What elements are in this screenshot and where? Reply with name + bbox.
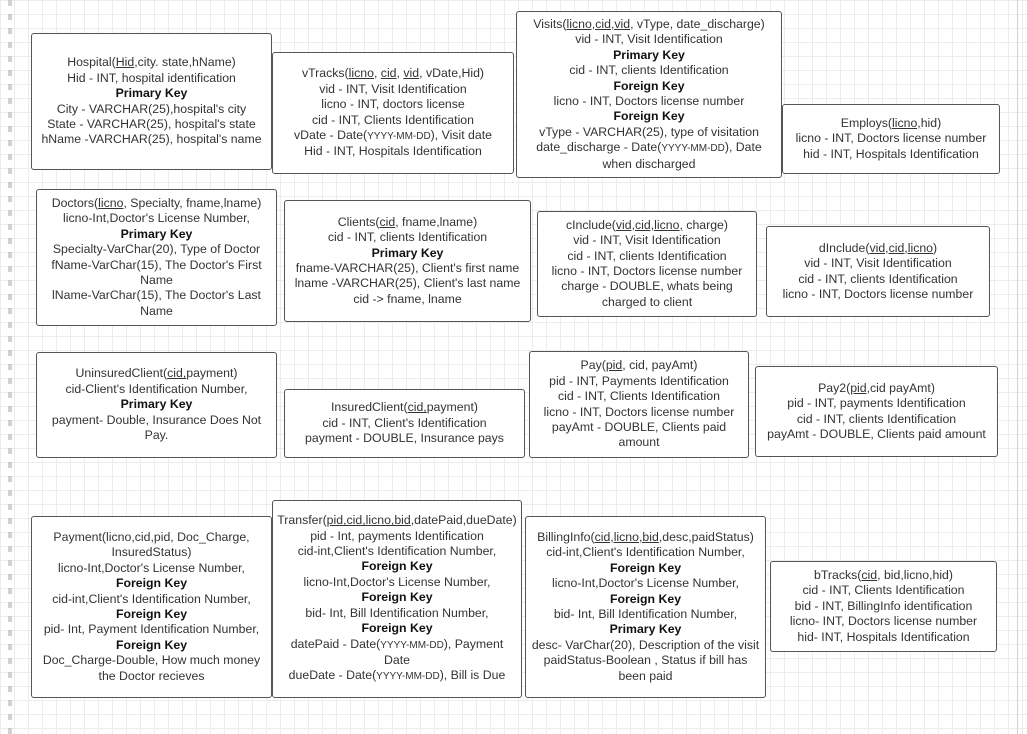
column-definition: licno-Int,Doctor's License Number, <box>58 560 245 575</box>
key-label: Foreign Key <box>361 590 433 605</box>
title-text: vTracks( <box>301 66 349 81</box>
title-text: cInclude( <box>565 217 616 232</box>
title-text: ) <box>933 240 938 255</box>
key-columns: vid <box>403 66 420 81</box>
column-definition: City - VARCHAR(25),hospital's city <box>56 101 247 116</box>
column-definition: pid - INT, Payments Identification <box>549 373 729 388</box>
date-format-hint: YYYY-MM-DD <box>367 130 431 142</box>
column-definition: date_discharge - Date(YYYY-MM-DD), Date when discharged <box>536 140 762 171</box>
column-definition: licno - INT, Doctors license number <box>782 286 974 301</box>
key-columns: pid <box>605 358 623 373</box>
column-definition: vid - INT, Visit Identification <box>319 81 467 96</box>
column-definition: bid- Int, Bill Identification Number, <box>553 607 738 621</box>
column-definition: charge - DOUBLE, whats being charged to client <box>561 279 733 309</box>
title-text: ,datePaid,dueDate) <box>410 513 517 528</box>
column-definition: cid - INT, clients Identification <box>569 63 729 78</box>
column-definition: licno-Int,Doctor's License Number, <box>303 574 491 589</box>
column-definition: payment- Double, Insurance Does Not Pay. <box>51 412 262 443</box>
table-title <box>775 568 992 583</box>
key-columns: cid,licno,bid <box>594 529 659 544</box>
uninsuredclient-table[interactable] <box>36 352 277 458</box>
title-text: Doctors( <box>51 195 99 210</box>
column-definition: hid - INT, Hospitals Identification <box>803 146 979 161</box>
column-definition: datePaid - Date(YYYY-MM-DD), Payment Date <box>290 636 504 667</box>
table-title <box>760 381 993 396</box>
column-definition: cid - INT, Clients Identification <box>312 112 474 127</box>
column-definition: lname -VARCHAR(25), Client's last name <box>294 276 521 291</box>
column-definition: licno- INT, Doctors license number <box>789 614 978 629</box>
key-label: Primary Key <box>115 86 188 101</box>
title-text: Pay( <box>580 358 606 373</box>
column-definition: cid - INT, clients Identification <box>798 271 958 286</box>
column-definition: pid - Int, payments Identification <box>310 528 484 543</box>
title-text: Hospital( <box>67 55 116 70</box>
title-text: dInclude( <box>818 240 870 255</box>
title-text: Employs( <box>840 115 892 130</box>
column-definition: vDate - Date(YYYY-MM-DD), Visit date <box>294 127 492 142</box>
column-definition: cid-Client's Identification Number, <box>65 381 248 396</box>
employs-table[interactable] <box>782 104 1000 174</box>
title-text: payment) <box>426 400 478 415</box>
column-definition: payment - DOUBLE, Insurance pays <box>305 431 504 446</box>
key-label: Primary Key <box>613 47 685 62</box>
date-format-hint: YYYY-MM-DD <box>661 143 725 155</box>
insuredclient-table[interactable] <box>284 389 525 458</box>
canvas-edge <box>1017 0 1018 734</box>
key-columns: cid <box>380 66 397 81</box>
title-text: , cid, payAmt) <box>622 358 698 373</box>
key-columns: cid <box>379 214 396 229</box>
key-columns: Hid <box>115 55 135 70</box>
title-text: cid payAmt) <box>870 380 935 395</box>
table-title <box>36 55 267 70</box>
key-columns: cid, <box>407 400 427 415</box>
doctors-table[interactable] <box>36 189 277 326</box>
key-columns: licno,cid,vid <box>566 16 631 31</box>
column-definition: licno-Int,Doctor's License Number, <box>552 576 739 591</box>
key-label: Foreign Key <box>115 607 188 621</box>
table-title <box>41 366 272 381</box>
pay-table[interactable] <box>529 351 749 458</box>
title-text: ,desc,paidStatus) <box>658 529 754 544</box>
column-definition: cid - INT, clients Identification <box>567 248 727 263</box>
column-definition: cid-int,Client's Identification Number, <box>546 545 745 560</box>
key-label: Foreign Key <box>613 78 685 93</box>
transfer-table[interactable] <box>272 500 522 698</box>
column-definition: licno - INT, Doctors license number <box>553 94 745 108</box>
title-text: , vDate,Hid) <box>419 66 485 81</box>
key-columns: pid,cid,licno,bid <box>326 513 411 528</box>
title-text: , vType, date_discharge) <box>630 16 765 31</box>
key-label: Primary Key <box>609 622 682 637</box>
key-columns: vid,cid,licno <box>869 240 934 255</box>
column-definition: vid - INT, Visit Identification <box>804 256 952 271</box>
title-text: Payment(licno,cid,pid, Doc_Charge, InsuredStatus) <box>53 529 250 560</box>
key-label: Primary Key <box>120 226 193 241</box>
visits-table[interactable] <box>516 11 782 178</box>
table-title <box>277 66 509 81</box>
column-definition: licno - INT, doctors license <box>321 97 465 112</box>
key-label: Primary Key <box>120 397 193 412</box>
column-definition: dueDate - Date(YYYY-MM-DD), Bill is Due <box>288 668 506 683</box>
title-text: , <box>373 66 381 81</box>
column-definition: cid - INT, Client's Identification <box>322 415 487 430</box>
column-definition: hid- INT, Hospitals Identification <box>797 629 970 644</box>
table-title <box>289 400 520 415</box>
title-text: , Specialty, fname,lname) <box>123 195 262 210</box>
key-columns: licno, <box>892 115 921 130</box>
table-title <box>771 241 985 256</box>
cinclude-table[interactable] <box>537 211 757 317</box>
column-definition: paidStatus-Boolean , Status if bill has been paid <box>543 653 748 683</box>
column-definition: licno-Int,Doctor's License Number, <box>63 211 250 226</box>
column-definition: vid - INT, Visit Identification <box>575 32 723 47</box>
billinginfo-table[interactable] <box>525 516 766 698</box>
title-text: charge) <box>682 217 728 232</box>
title-text: BillingInfo( <box>537 529 595 544</box>
column-definition: cid-int,Client's Identification Number, <box>297 544 497 559</box>
table-title <box>521 17 777 32</box>
column-definition: cid -> fname, lname <box>353 291 462 306</box>
table-title <box>277 513 517 528</box>
column-definition: vType - VARCHAR(25), type of visitation <box>539 124 759 139</box>
column-definition: pid - INT, payments Identification <box>787 396 966 411</box>
column-definition: Hid - INT, hospital identification <box>67 70 236 85</box>
key-label: Foreign Key <box>609 560 682 575</box>
column-definition: licno - INT, Doctors license number <box>795 131 987 146</box>
key-columns: vid,cid,licno, <box>615 217 683 232</box>
title-text: , <box>396 66 404 81</box>
column-definition: cid-int,Client's Identification Number, <box>52 591 251 606</box>
column-definition: bid - INT, BillingInfo identification <box>794 598 973 613</box>
column-definition: Doc_Charge-Double, How much money the Doctor recieves <box>42 653 261 683</box>
title-text: , bid,licno,hid) <box>877 567 953 582</box>
clients-table[interactable] <box>284 200 531 322</box>
key-columns: licno <box>98 195 124 210</box>
date-format-hint: YYYY-MM-DD <box>380 639 444 651</box>
column-definition: Specialty-VarChar(20), Type of Doctor <box>52 242 261 257</box>
column-definition: payAmt - DOUBLE, Clients paid amount <box>767 426 986 441</box>
title-text: , fname,lname) <box>395 214 478 229</box>
title-text: Clients( <box>337 214 380 229</box>
date-format-hint: YYYY-MM-DD <box>376 671 440 683</box>
column-definition: cid - INT, Clients Identification <box>802 583 965 598</box>
payment-table[interactable] <box>31 516 272 698</box>
column-definition: hName -VARCHAR(25), hospital's name <box>41 132 262 147</box>
column-definition: State - VARCHAR(25), hospital's state <box>47 116 256 131</box>
key-columns: cid, <box>167 366 187 381</box>
table-title <box>542 218 752 233</box>
column-definition: payAmt - DOUBLE, Clients paid amount <box>551 419 727 450</box>
pay2-table[interactable] <box>755 366 998 457</box>
key-label: Primary Key <box>371 245 444 260</box>
table-title <box>534 358 744 373</box>
key-label: Foreign Key <box>613 109 685 124</box>
column-definition: desc- VarChar(20), Description of the visit <box>531 637 760 652</box>
column-definition: licno - INT, Doctors license number <box>551 264 743 278</box>
column-definition: fname-VARCHAR(25), Client's first name <box>295 261 520 275</box>
canvas-ruler <box>8 0 12 734</box>
key-label: Foreign Key <box>609 591 682 606</box>
title-text: hid) <box>920 115 942 130</box>
key-columns: licno <box>348 66 374 81</box>
title-text: Pay2( <box>818 380 851 395</box>
title-text: Transfer( <box>277 513 327 528</box>
key-columns: pid, <box>850 380 871 395</box>
title-text: ,city. state,hName) <box>134 55 236 70</box>
table-title <box>787 116 995 131</box>
table-title <box>530 530 761 545</box>
column-definition: cid - INT, clients Identification <box>796 411 957 426</box>
title-text: bTracks( <box>814 567 862 582</box>
title-text: InsuredClient( <box>331 400 408 415</box>
column-definition: licno - INT, Doctors license number <box>543 404 735 419</box>
key-label: Foreign Key <box>361 621 433 636</box>
column-definition: fName-VarChar(15), The Doctor's First Name <box>51 257 262 287</box>
hospital-table[interactable] <box>31 33 272 170</box>
table-title <box>36 530 267 561</box>
key-label: Foreign Key <box>115 637 188 652</box>
column-definition: lName-VarChar(15), The Doctor's Last Name <box>52 288 261 318</box>
column-definition: cid - INT, clients Identification <box>327 230 488 245</box>
btracks-table[interactable] <box>770 561 997 652</box>
title-text: Visits( <box>533 16 567 31</box>
column-definition: vid - INT, Visit Identification <box>573 233 721 248</box>
title-text: UninsuredClient( <box>75 366 168 381</box>
column-definition: cid - INT, Clients Identification <box>558 389 720 404</box>
column-definition: bid- Int, Bill Identification Number, <box>305 605 489 620</box>
table-title <box>289 215 526 230</box>
key-columns: cid <box>861 567 878 582</box>
key-label: Foreign Key <box>361 559 433 574</box>
table-title <box>41 196 272 211</box>
dinclude-table[interactable] <box>766 226 990 317</box>
column-definition: Hid - INT, Hospitals Identification <box>304 144 482 159</box>
key-label: Foreign Key <box>115 576 188 591</box>
vtracks-table[interactable] <box>272 52 514 174</box>
column-definition: pid- Int, Payment Identification Number, <box>43 622 260 637</box>
title-text: payment) <box>186 366 238 381</box>
